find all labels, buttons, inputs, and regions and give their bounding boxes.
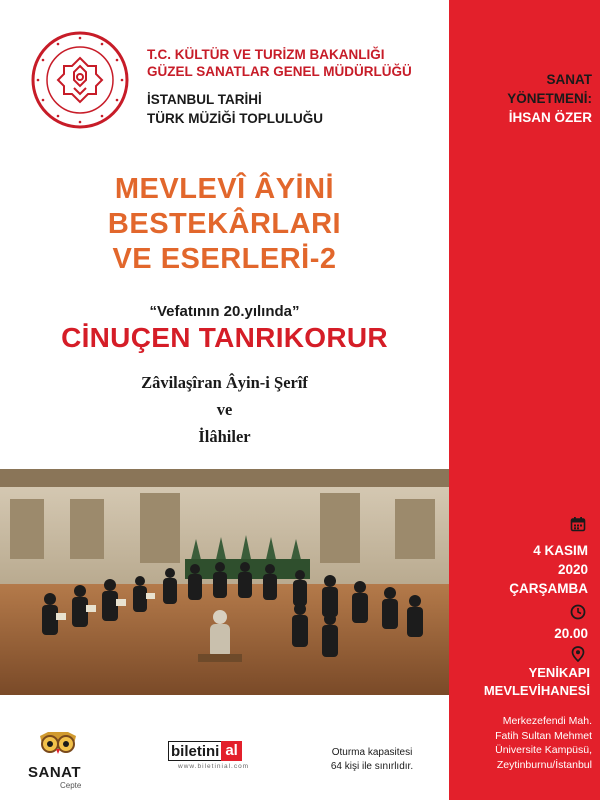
cepte-label: Cepte	[60, 781, 82, 790]
ensemble-line-2: TÜRK MÜZİĞİ TOPLULUĞU	[147, 111, 323, 126]
concert-time: 20.00	[554, 626, 588, 641]
program-works	[0, 369, 449, 450]
work-line-2: ve	[216, 400, 233, 419]
date-day: 4 KASIM	[533, 543, 588, 558]
ministry-line-2: GÜZEL SANATLAR GENEL MÜDÜRLÜĞÜ	[147, 64, 412, 79]
biletini-url: www.biletinial.com	[178, 763, 250, 770]
sanat-cepte-label: SANAT	[28, 764, 82, 781]
work-line-1: Zâvilaşîran Âyin-i Şerîf	[141, 373, 308, 392]
capacity-line-2: 64 kişi ile sınırlıdır.	[330, 761, 414, 772]
address-line-1: Merkezefendi Mah.	[502, 715, 592, 727]
director-name: İHSAN ÖZER	[508, 110, 592, 125]
concert-title	[0, 172, 449, 277]
ensemble-name	[147, 90, 323, 128]
title-line-3: VE ESERLERİ-2	[112, 243, 337, 275]
capacity-note	[322, 746, 422, 774]
work-line-3: İlâhiler	[198, 427, 251, 446]
biletini-logo-part-1: biletini	[168, 741, 221, 761]
director-label-line-1: SANAT	[546, 72, 592, 87]
biletini-al-logo[interactable]	[168, 741, 242, 761]
address-line-3: Üniversite Kampüsü,	[495, 744, 592, 756]
anniversary-quote: “Vefatının 20.yılında”	[149, 303, 300, 320]
concert-photo-image	[0, 469, 449, 695]
date-year: 2020	[557, 562, 588, 577]
biletini-logo-part-2: al	[221, 741, 242, 761]
ministry-line-1: T.C. KÜLTÜR VE TURİZM BAKANLIĞI	[147, 47, 385, 62]
date-weekday: ÇARŞAMBA	[509, 581, 588, 596]
venue-line-2: MEVLEVİHANESİ	[483, 683, 590, 698]
info-sidebar	[449, 0, 600, 800]
director-label-line-2: YÖNETMENİ:	[507, 91, 592, 106]
address-line-4: Zeytinburnu/İstanbul	[496, 758, 592, 771]
calendar-icon	[570, 516, 586, 532]
capacity-line-1: Oturma kapasitesi	[331, 747, 413, 758]
title-line-2: BESTEKÂRLARI	[107, 208, 342, 240]
venue-address	[495, 714, 592, 772]
concert-photo	[0, 469, 449, 695]
venue-line-1: YENİKAPI	[528, 665, 590, 680]
address-line-2: Fatih Sultan Mehmet	[495, 729, 592, 742]
title-line-1: MEVLEVÎ ÂYİNİ	[114, 173, 335, 205]
ministry-name	[147, 46, 412, 80]
clock-icon	[570, 604, 586, 620]
ministry-emblem-icon	[30, 30, 130, 130]
venue-name	[484, 664, 590, 700]
artistic-director	[507, 70, 592, 127]
ensemble-line-1: İSTANBUL TARİHİ	[147, 92, 262, 107]
location-pin-icon	[570, 646, 586, 662]
composer-name: CİNUÇEN TANRIKORUR	[61, 322, 388, 353]
